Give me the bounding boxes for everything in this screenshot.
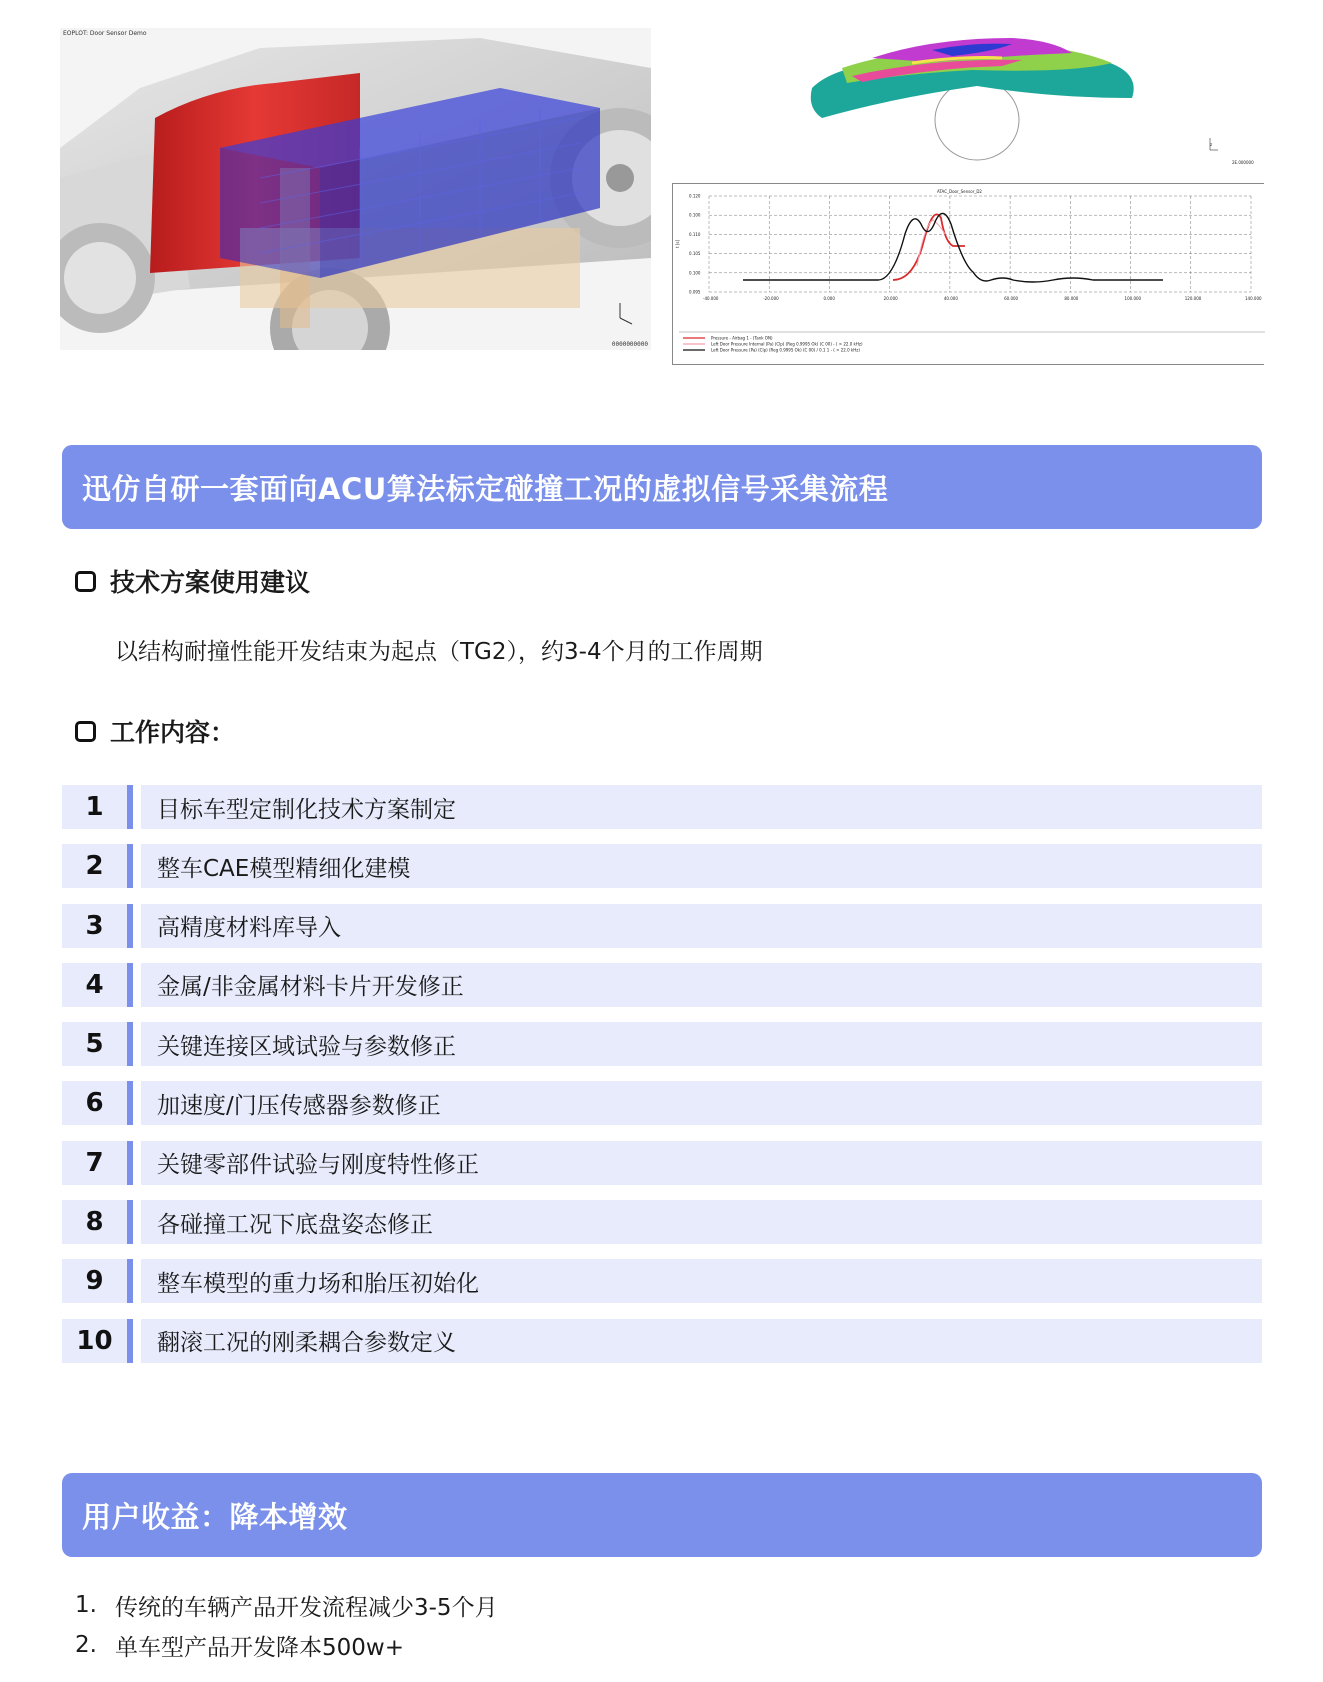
- x-tick-label: 40.000: [943, 296, 958, 301]
- x-tick-label: 120.000: [1184, 296, 1202, 301]
- work-list: [62, 785, 1262, 1378]
- x-tick-label: 80.000: [1064, 296, 1079, 301]
- tech-plan-text: 以结构耐撞性能开发结束为起点（TG2），约3-4个月的工作周期: [115, 639, 763, 665]
- x-tick-label: 140.000: [1245, 296, 1262, 301]
- work-item-label: 关键零部件试验与刚度特性修正: [141, 1141, 1262, 1185]
- work-item: [62, 963, 1262, 1007]
- x-tick-label: 60.000: [1004, 296, 1019, 301]
- y-tick-label: 0.100: [689, 270, 701, 276]
- plot-axis-label: t [s]: [675, 239, 680, 248]
- y-tick-label: 0.100: [689, 212, 701, 218]
- work-item-label: 关键连接区域试验与参数修正: [141, 1022, 1262, 1066]
- benefit-banner: [62, 1473, 1262, 1557]
- work-item: [62, 1200, 1262, 1244]
- pressure-curve-pink: [917, 220, 945, 266]
- sensor-simulation-panel: [672, 28, 1264, 353]
- work-heading: [75, 713, 235, 749]
- work-item-number: 6: [62, 1081, 127, 1125]
- work-item: [62, 1259, 1262, 1303]
- benefit-banner-title: 用户收益：降本增效: [82, 1499, 348, 1534]
- tech-plan-heading: [75, 563, 310, 599]
- work-item-number: 10: [62, 1319, 127, 1363]
- work-item-number: 7: [62, 1141, 127, 1185]
- x-tick-label: 100.000: [1124, 296, 1142, 301]
- work-item-number: 9: [62, 1259, 127, 1303]
- checkbox-icon: [75, 721, 96, 742]
- y-tick-label: 0.110: [689, 231, 701, 237]
- benefit-index: 1.: [75, 1592, 97, 1618]
- work-item-number: 4: [62, 963, 127, 1007]
- benefit-item: [75, 1625, 498, 1665]
- legend-label: Left Door Pressure (Pa) (Clp) (Reg 0.9995 Ok) (C 00) / 0.1 1 - ( > 22.0 kHz): [711, 347, 860, 353]
- process-banner-title: 迅仿自研一套面向ACU算法标定碰撞工况的虚拟信号采集流程: [82, 471, 889, 506]
- process-banner: [62, 445, 1262, 529]
- work-item-label: 整车模型的重力场和胎压初始化: [141, 1259, 1262, 1303]
- work-item: [62, 1022, 1262, 1066]
- plot-title: ATAC_Door_Sensor_D2: [937, 189, 982, 194]
- tech-plan-heading-text: 技术方案使用建议: [110, 568, 311, 597]
- checkbox-icon: [75, 571, 96, 592]
- x-tick-label: 20.000: [883, 296, 898, 301]
- work-item: [62, 1319, 1262, 1363]
- door-deformation-model: [672, 28, 1264, 178]
- work-heading-text: 工作内容：: [110, 718, 236, 747]
- benefit-item: [75, 1585, 498, 1625]
- work-item: [62, 844, 1262, 888]
- y-tick-label: 0.105: [689, 251, 701, 257]
- work-item: [62, 904, 1262, 948]
- work-item-label: 高精度材料库导入: [141, 904, 1262, 948]
- work-item-number: 5: [62, 1022, 127, 1066]
- work-item-label: 加速度/门压传感器参数修正: [141, 1081, 1262, 1125]
- work-item-number: 2: [62, 844, 127, 888]
- work-item: [62, 1141, 1262, 1185]
- benefit-index: 2.: [75, 1632, 97, 1658]
- work-item-label: 金属/非金属材料卡片开发修正: [141, 963, 1262, 1007]
- work-item-label: 整车CAE模型精细化建模: [141, 844, 1262, 888]
- benefit-text: 单车型产品开发降本500w+: [115, 1634, 404, 1661]
- benefit-list: [75, 1585, 498, 1665]
- work-item-label: 翻滚工况的刚柔耦合参数定义: [141, 1319, 1262, 1363]
- benefit-text: 传统的车辆产品开发流程减少3-5个月: [115, 1594, 498, 1621]
- car-image-caption: EOPLOT: Door Sensor Demo: [63, 30, 147, 37]
- work-item-label: 各碰撞工况下底盘姿态修正: [141, 1200, 1262, 1244]
- pressure-curve-black: [743, 213, 1163, 282]
- svg-text:z: z: [1210, 142, 1213, 147]
- door-pressure-plot: [672, 183, 1264, 365]
- y-tick-label: 0.120: [689, 193, 701, 199]
- work-item-label: 目标车型定制化技术方案制定: [141, 785, 1262, 829]
- y-tick-label: 0.095: [689, 289, 701, 295]
- work-item-number: 3: [62, 904, 127, 948]
- work-item-number: 1: [62, 785, 127, 829]
- legend-label: Left Door Pressure Internal (Pa) (Clp) (Reg 0.9995 Ok) (C 00) - ( > 22.0 kHz): [711, 341, 863, 347]
- legend-label: Pressure - Airbag 1 - (Tank ON): [711, 335, 773, 341]
- sensor-scale-label: 2E.000000: [1232, 160, 1254, 165]
- work-item-number: 8: [62, 1200, 127, 1244]
- x-tick-label: 0.000: [823, 296, 835, 301]
- x-tick-label: -40.000: [703, 296, 719, 301]
- car-door-illustration: [60, 28, 651, 350]
- car-door-sensor-image: [60, 28, 651, 350]
- work-item: [62, 1081, 1262, 1125]
- x-tick-label: -20.000: [763, 296, 779, 301]
- work-item: [62, 785, 1262, 829]
- car-image-counter: 0000000000: [611, 341, 648, 348]
